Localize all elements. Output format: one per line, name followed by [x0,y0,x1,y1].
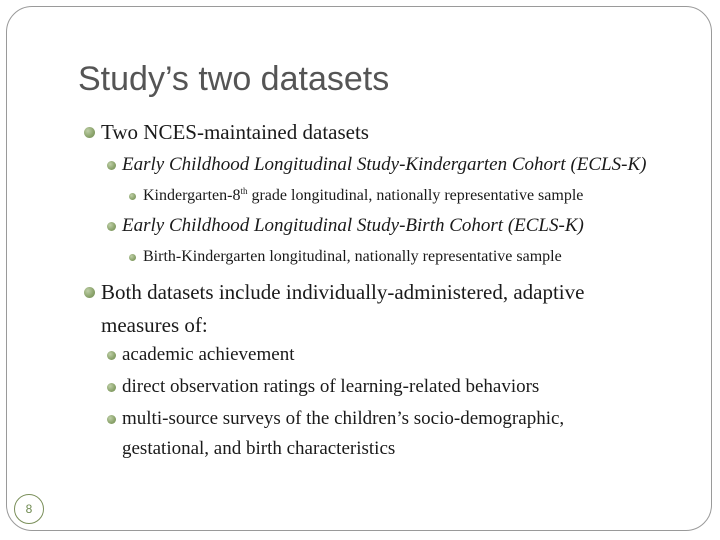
bullet-icon [129,193,136,200]
bullet-text: Early Childhood Longitudinal Study-Kindergarten Cohort (ECLS-K) [122,154,647,175]
slide-title: Study’s two datasets [78,60,390,98]
bullet-text: Both datasets include individually-administered, adaptive [101,280,585,304]
bullet-text: direct observation ratings of learning-related behaviors [122,376,540,397]
bullet-text: Two NCES-maintained datasets [101,120,369,144]
bullet-text: Early Childhood Longitudinal Study-Birth Cohort (ECLS-K) [122,215,584,236]
bullet-icon [129,254,136,261]
bullet-icon [107,383,116,392]
bullet-icon [84,287,95,298]
bullet-text-continued: gestational, and birth characteristics [122,438,396,459]
bullet-icon [107,415,116,424]
page-number-badge: 8 [14,494,44,524]
detail-part: grade longitudinal, nationally representative sample [247,187,584,204]
bullet-icon [107,222,116,231]
bullet-icon [107,161,116,170]
ordinal-suffix: th [240,186,248,196]
bullet-text: academic achievement [122,344,295,365]
bullet-text [143,187,583,205]
detail-part: Kindergarten-8 [143,187,241,204]
bullet-text: Birth-Kindergarten longitudinal, nationally representative sample [143,248,562,265]
bullet-icon [84,127,95,138]
bullet-icon [107,351,116,360]
bullet-text: multi-source surveys of the children’s socio-demographic, [122,408,565,429]
bullet-text-continued: measures of: [101,313,208,337]
